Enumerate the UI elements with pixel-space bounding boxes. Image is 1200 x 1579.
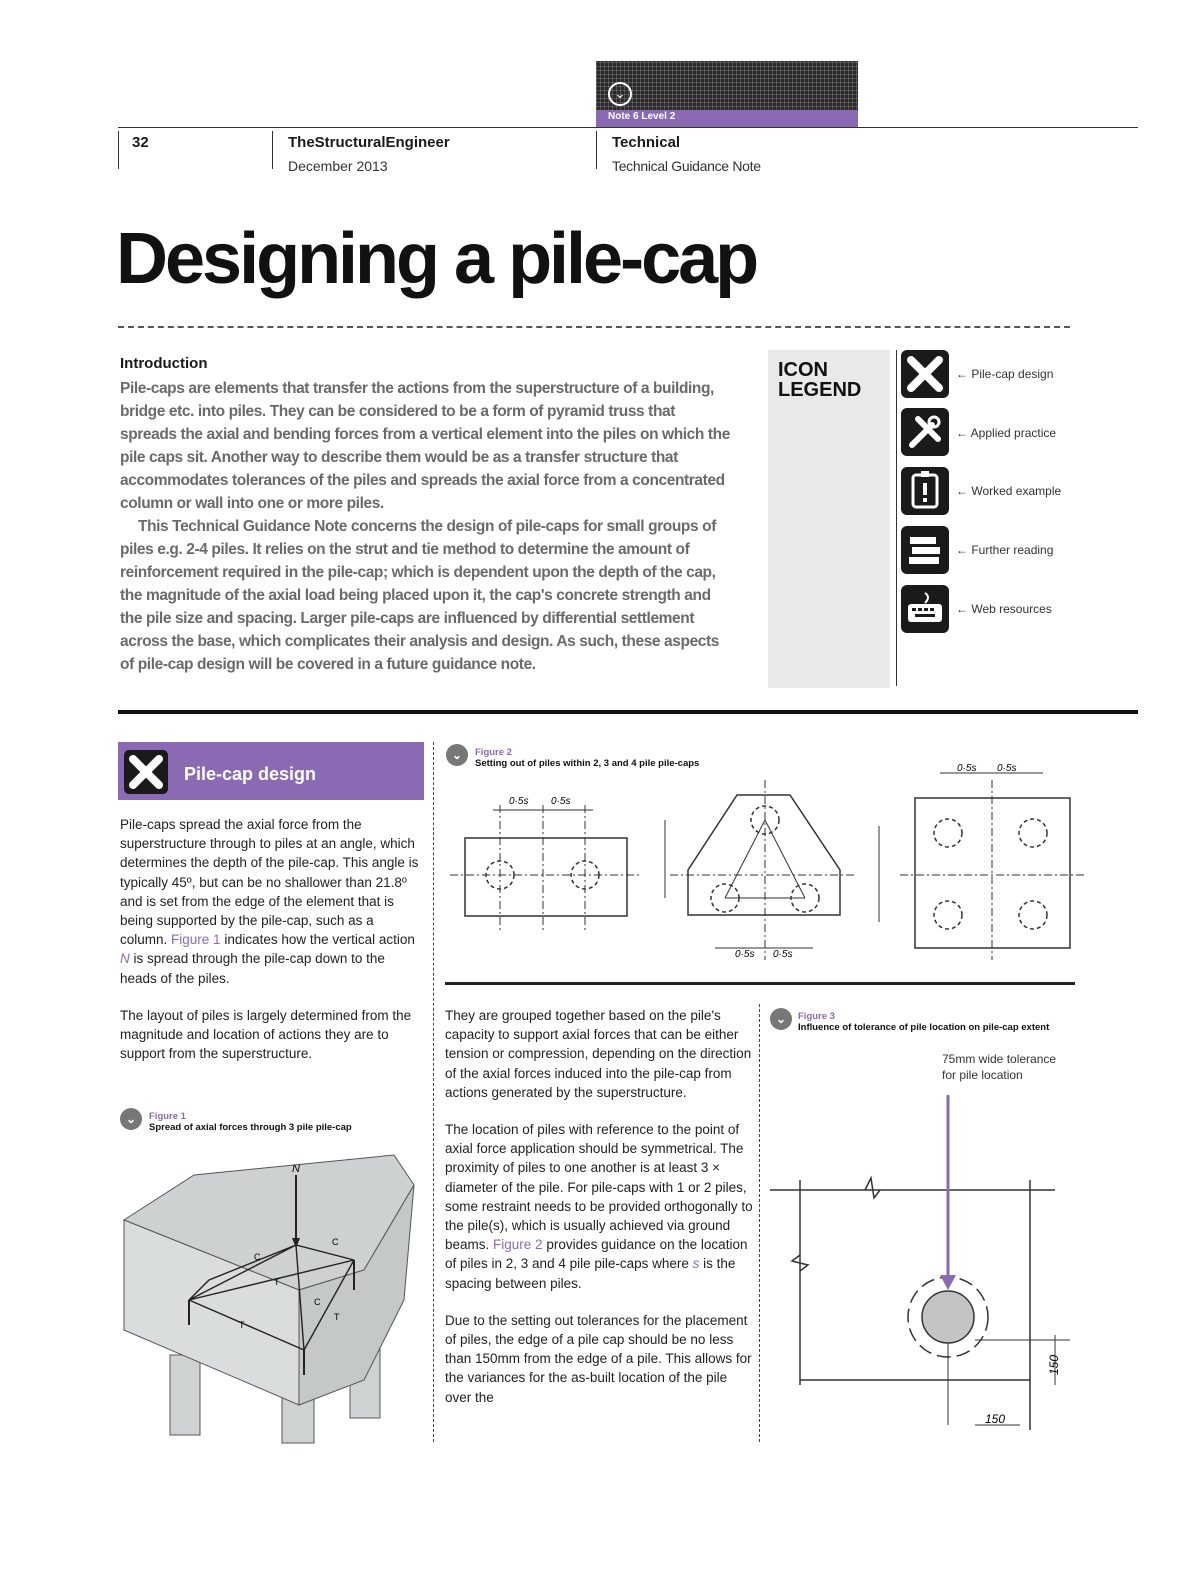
intro-heading: Introduction	[120, 355, 208, 372]
legend-item-pile-cap-design: ← Pile-cap design	[956, 367, 1054, 381]
header-divider	[118, 131, 119, 169]
header-divider	[272, 131, 273, 169]
svg-text:N: N	[292, 1163, 300, 1175]
note-level-label: Note 6 Level 2	[608, 111, 676, 122]
keyboard-icon	[901, 585, 949, 633]
page-title: Designing a pile-cap	[116, 219, 757, 299]
figure-3-caption: Figure 3 Influence of tolerance of pile location on pile-cap extent	[798, 1011, 1050, 1033]
header-divider	[596, 131, 597, 169]
column-separator	[759, 1004, 760, 1442]
intro-paragraph: This Technical Guidance Note concerns the design of pile-caps for small groups of piles e.g. 2-4 piles. It relies on the strut and tie method to determine the amount of reinforcement required in the pile-cap; which is dependent upon the depth of the cap, the magnitude of the axial load being placed upon it, the cap's concrete strength and the pile size and spacing. Larger pile-caps are influenced by differential settlement across the base, which complicates their analysis and design. As such, these aspects of pile-cap design will be covered in a future guidance note.	[120, 518, 719, 673]
magazine-title: TheStructuralEngineer	[288, 134, 450, 151]
middle-column-text	[445, 1006, 753, 1425]
svg-text:C: C	[254, 1252, 261, 1262]
section-rule	[118, 710, 1138, 714]
body-paragraph: They are grouped together based on the pile's capacity to support axial forces that can be either tension or compression, depending on the direction of the axial forces induced into the pile-cap from actions generated by the superstructure.	[445, 1008, 752, 1100]
intro-text	[120, 377, 732, 676]
svg-text:150: 150	[1047, 1354, 1061, 1375]
legend-title: ICON LEGEND	[778, 359, 862, 401]
figure-arrow-icon: ⌄	[770, 1008, 792, 1030]
tools-icon	[901, 408, 949, 456]
svg-text:0·5s: 0·5s	[551, 796, 571, 807]
svg-text:C: C	[314, 1297, 321, 1307]
svg-text:150: 150	[985, 1412, 1006, 1426]
left-column-text	[120, 815, 424, 1081]
figure-3-diagram	[770, 1085, 1090, 1445]
figure-2-caption: Figure 2 Setting out of piles within 2, 3 and 4 pile pile-caps	[475, 747, 700, 769]
figure-arrow-icon: ⌄	[120, 1108, 142, 1130]
svg-text:0·5s: 0·5s	[773, 949, 793, 960]
figure-1-diagram	[114, 1150, 428, 1445]
legend-item-further-reading: ← Further reading	[956, 543, 1054, 557]
svg-text:0·5s: 0·5s	[509, 796, 529, 807]
cross-icon	[901, 350, 949, 398]
section-name: Technical	[612, 134, 681, 151]
figure-1-link[interactable]: Figure 1	[171, 932, 221, 948]
issue-date: December 2013	[288, 158, 388, 174]
header-rule	[118, 127, 1138, 128]
section-title: Pile-cap design	[184, 764, 317, 784]
svg-text:T: T	[334, 1312, 340, 1322]
figure-2-diagram	[445, 760, 1085, 975]
figure-3-note: 75mm wide tolerance for pile location	[942, 1052, 1057, 1082]
svg-text:T: T	[274, 1277, 280, 1287]
legend-item-applied-practice: ← Applied practice	[956, 426, 1057, 440]
intro-paragraph: Pile-caps are elements that transfer the actions from the superstructure of a building, bridge etc. into piles. They can be considered to be a form of pyramid truss that spreads the axial and bending forces from a vertical element into the piles on which the pile caps sit. Another way to describe them would be as a transfer structure that accommodates tolerances of the piles and spreads the axial force from a concentrated column or wall into one or more piles.	[120, 380, 730, 512]
body-paragraph: Pile-caps spread the axial force from the superstructure through to piles at an angle, which determines the depth of the pile-cap. This angle is typically 45º, but can be no shallower than 21.8º and is set from the edge of the element that is being supported by the pile-cap, such as a column. Figure 1 indicates how the vertical action N is spread through the pile-cap down to the heads of the piles.	[120, 817, 419, 986]
column-separator	[433, 742, 434, 1442]
figure-arrow-icon: ⌄	[446, 744, 468, 766]
legend-item-web-resources: ← Web resources	[956, 602, 1052, 616]
legend-item-worked-example: ← Worked example	[956, 484, 1062, 498]
figure-1-caption: Figure 1 Spread of axial forces through 3 pile pile-cap	[149, 1111, 352, 1133]
legend-divider	[896, 350, 897, 686]
cross-icon	[124, 750, 168, 794]
svg-text:0·5s: 0·5s	[957, 763, 977, 774]
body-paragraph: The location of piles with reference to the point of axial force application should be symmetrical. The proximity of piles to one another is at least 3 × diameter of the pile. For pile-caps with 1 or 2 piles, some restraint needs to be provided orthogonally to the pile(s), which is usually achieved via ground beams. Figure 2 provides guidance on the location of piles in 2, 3 and 4 pile pile-caps where s is the spacing between piles.	[445, 1122, 753, 1291]
figure-2-rule	[445, 982, 1075, 985]
svg-text:0·5s: 0·5s	[997, 763, 1017, 774]
svg-text:T: T	[239, 1320, 245, 1330]
books-icon	[901, 526, 949, 574]
page-number: 32	[132, 134, 149, 151]
svg-text:0·5s: 0·5s	[735, 949, 755, 960]
body-paragraph: Due to the setting out tolerances for the placement of piles, the edge of a pile cap should be no less than 150mm from the edge of a pile. This allows for the variances for the as-built location of the pile over the	[445, 1312, 752, 1405]
body-paragraph: The layout of piles is largely determined from the magnitude and location of actions they are to support from the superstructure.	[120, 1007, 412, 1062]
title-rule	[118, 326, 1070, 328]
chevron-down-icon: ⌄	[608, 82, 632, 106]
calculator-icon	[901, 467, 949, 515]
svg-text:C: C	[332, 1237, 339, 1247]
figure-2-link[interactable]: Figure 2	[493, 1237, 543, 1253]
subsection-name: Technical Guidance Note	[612, 158, 761, 174]
